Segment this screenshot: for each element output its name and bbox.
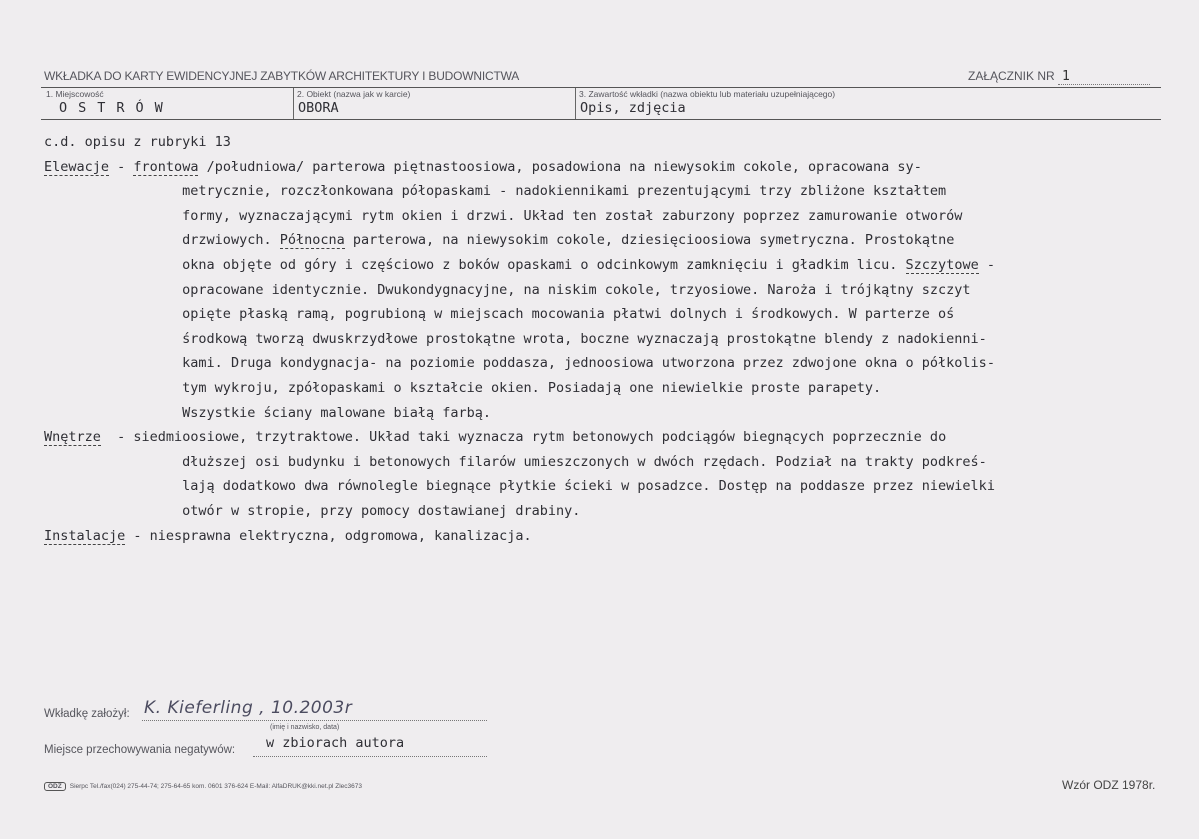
heading-dash: - bbox=[125, 527, 150, 544]
description-line bbox=[44, 376, 1164, 401]
form-title: WKŁADKA DO KARTY EWIDENCYJNEJ ZABYTKÓW ARCHITEKTURY I BUDOWNICTWA bbox=[44, 69, 520, 83]
line-text: środkową tworzą dwuskrzydłowe prostokątne wrota, boczne wyznaczają prostokątne blendy z nadokienni- bbox=[182, 330, 987, 347]
line-text: drzwiowych. bbox=[182, 232, 280, 249]
description-line bbox=[44, 450, 1164, 475]
description-line bbox=[44, 155, 1164, 180]
printer-logo: ODZ bbox=[44, 782, 66, 791]
storage-dotline bbox=[253, 756, 487, 757]
description-line bbox=[44, 204, 1164, 229]
annex-field bbox=[968, 69, 1150, 85]
description-lines bbox=[44, 155, 1164, 549]
line-text: opracowane identycznie. Dwukondygnacyjne, na niskim cokole, trzyosiowe. Naroża i trójkątny szczyt bbox=[182, 281, 971, 298]
indent bbox=[44, 454, 182, 470]
line-text: lają dodatkowo dwa równolegle biegnące płytkie ścieki w posadzce. Dostęp na poddasze przez niewielki bbox=[182, 478, 995, 495]
description-line bbox=[44, 253, 1164, 278]
indent bbox=[44, 380, 182, 396]
description-body bbox=[44, 130, 1164, 548]
indent bbox=[44, 257, 182, 273]
place-cell bbox=[43, 88, 293, 119]
underlined-term: frontowa bbox=[133, 158, 199, 175]
underlined-term: Szczytowe bbox=[905, 256, 979, 273]
description-line bbox=[44, 278, 1164, 303]
description-line bbox=[44, 351, 1164, 376]
line-text: opięte płaską ramą, pogrubioną w miejscach mocowania płatwi dolnych i środkowych. W parterze oś bbox=[182, 306, 955, 323]
prepared-hint: (imię i nazwisko, data) bbox=[270, 724, 340, 731]
annex-number: 1 bbox=[1058, 69, 1150, 85]
content-cell bbox=[575, 88, 1161, 119]
indent bbox=[44, 355, 182, 371]
content-label: 3. Zawartość wkładki (nazwa obiektu lub materiału uzupełniającego) bbox=[579, 89, 836, 99]
place-value: OSTRÓW bbox=[59, 100, 174, 116]
description-line bbox=[44, 499, 1164, 524]
line-text: okna objęte od góry i częściowo z boków opaskami o odcinkowym zamknięciu i gładkim licu. bbox=[182, 256, 906, 273]
description-line bbox=[44, 179, 1164, 204]
line-text: metrycznie, rozczłonkowana półopaskami - nadokiennikami prezentującymi trzy zbliżone kształtem bbox=[182, 183, 947, 200]
object-cell bbox=[293, 88, 576, 119]
section-heading: Elewacje bbox=[44, 158, 110, 175]
description-line bbox=[44, 401, 1164, 426]
line-text: /południowa/ parterowa piętnastoosiowa, posadowiona na niewysokim cokole, opracowana sy- bbox=[198, 158, 922, 175]
line-text: - bbox=[978, 256, 995, 273]
object-value: OBORA bbox=[298, 100, 339, 116]
description-line bbox=[44, 425, 1164, 450]
line-text: Wszystkie ściany malowane białą farbą. bbox=[182, 404, 492, 421]
indent bbox=[44, 183, 182, 199]
place-label: 1. Miejscowość bbox=[46, 89, 104, 99]
form-model: Wzór ODZ 1978r. bbox=[1062, 778, 1156, 792]
line-text: kami. Druga kondygnacja- na poziomie poddasza, jednoosiowa utworzona przez zdwojone okna o półkolis- bbox=[182, 355, 995, 372]
section-heading: Instalacje bbox=[44, 527, 126, 544]
storage-label: Miejsce przechowywania negatywów: bbox=[44, 744, 236, 756]
line-text: dłuższej osi budynku i betonowych filarów umieszczonych w dwóch rzędach. Podział na trakty podkreś- bbox=[182, 453, 987, 470]
heading-dash: - bbox=[100, 429, 134, 446]
indent bbox=[44, 405, 182, 421]
prepared-dotline bbox=[142, 720, 487, 721]
indent bbox=[44, 503, 182, 519]
line-text: otwór w stropie, przy pomocy dostawianej drabiny. bbox=[182, 502, 581, 519]
printer-imprint bbox=[44, 782, 362, 791]
description-line bbox=[44, 302, 1164, 327]
line-text: niesprawna elektryczna, odgromowa, kanalizacja. bbox=[149, 527, 532, 544]
indent bbox=[44, 478, 182, 494]
indent bbox=[44, 208, 182, 224]
storage-value: w zbiorach autora bbox=[266, 735, 405, 751]
prepared-signature: K. Kieferling , 10.2003r bbox=[144, 698, 353, 718]
indent bbox=[44, 232, 182, 248]
content-value: Opis, zdjęcia bbox=[580, 100, 686, 116]
underlined-term: Północna bbox=[279, 232, 345, 249]
header-rule-bottom bbox=[41, 119, 1161, 120]
description-intro: c.d. opisu z rubryki 13 bbox=[44, 134, 231, 150]
heading-dash: - bbox=[109, 158, 134, 175]
line-text: siedmioosiowe, trzytraktowe. Układ taki wyznacza rytm betonowych podciągów biegnących poprzecznie do bbox=[133, 429, 947, 446]
description-line bbox=[44, 228, 1164, 253]
indent bbox=[44, 331, 182, 347]
line-text: tym wykroju, zpółopaskami o kształcie okien. Posiadają one niewielkie proste parapety. bbox=[182, 379, 882, 396]
section-heading: Wnętrze bbox=[44, 429, 101, 446]
description-line bbox=[44, 474, 1164, 499]
indent bbox=[44, 282, 182, 298]
printer-text: Sierpc Tel./fax(024) 275-44-74; 275-64-65 kom. 0601 376-624 E-Mail: AlfaDRUK@kki.net.pl Zlec3673 bbox=[69, 783, 363, 790]
description-line bbox=[44, 524, 1164, 549]
annex-label: ZAŁĄCZNIK NR bbox=[968, 69, 1055, 83]
line-text: formy, wyznaczającymi rytm okien i drzwi. Układ ten został zaburzony poprzez zamurowanie otworów bbox=[182, 207, 963, 224]
prepared-label: Wkładkę założył: bbox=[44, 708, 130, 720]
description-line bbox=[44, 327, 1164, 352]
object-label: 2. Obiekt (nazwa jak w karcie) bbox=[297, 89, 411, 99]
indent bbox=[44, 306, 182, 322]
line-text: parterowa, na niewysokim cokole, dziesięcioosiowa symetryczna. Prostokątne bbox=[344, 232, 955, 249]
